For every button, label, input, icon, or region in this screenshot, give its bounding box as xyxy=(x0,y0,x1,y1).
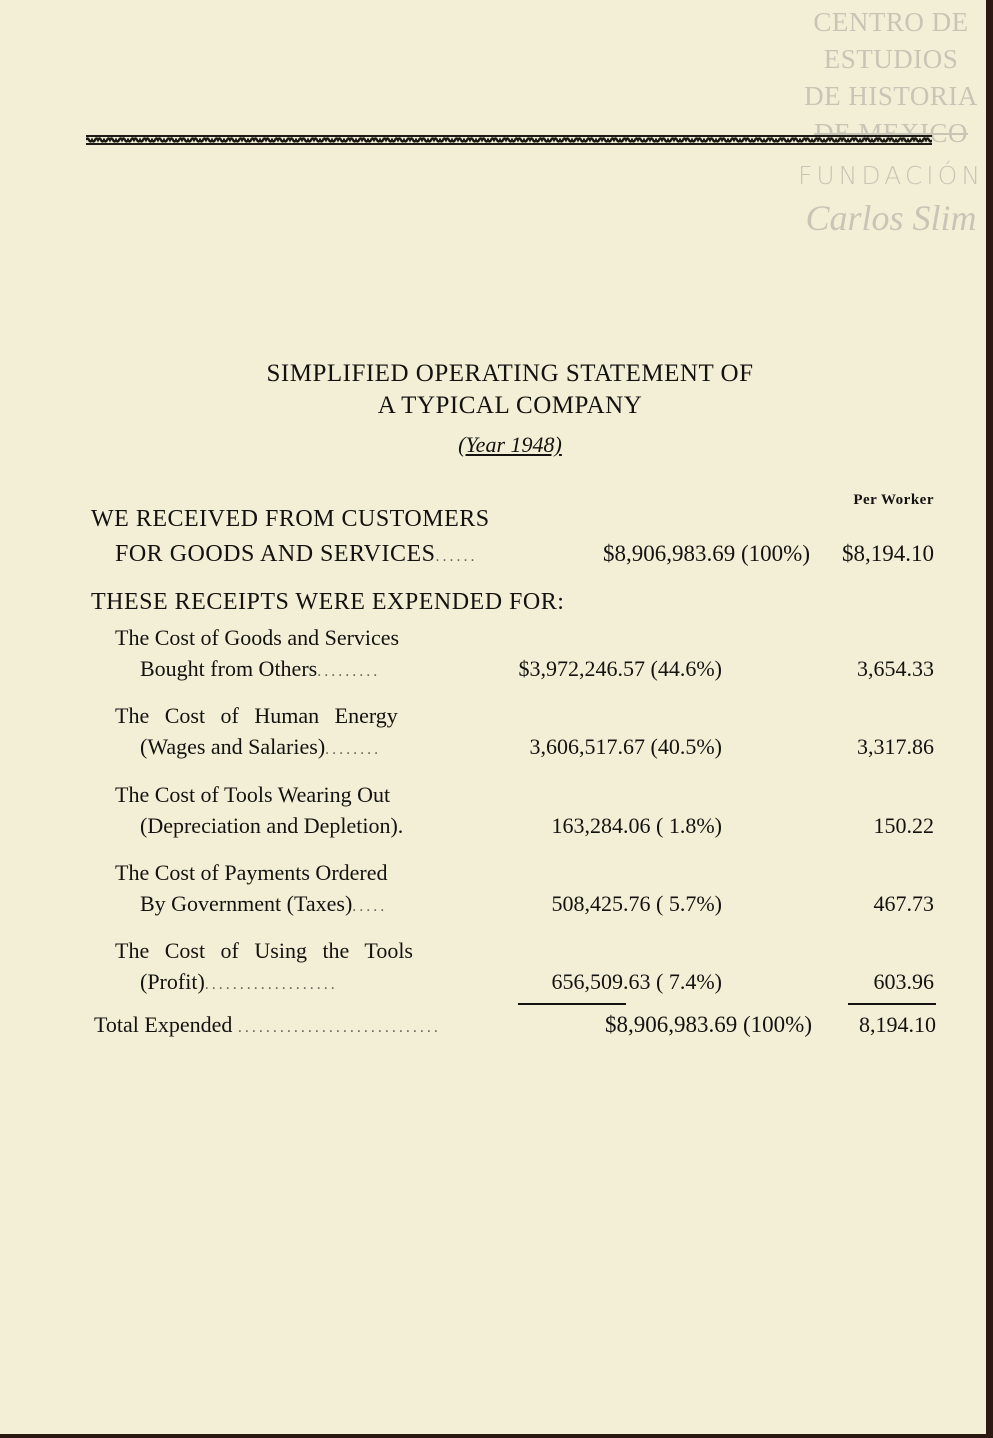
scan-border-right xyxy=(986,0,993,1438)
expense-item-line-1: The Cost of Using the Tools xyxy=(115,938,413,963)
watermark-line: ESTUDIOS xyxy=(823,44,959,74)
dot-leader: ........ xyxy=(325,741,382,758)
expense-item-line-2: (Depreciation and Depletion). xyxy=(140,813,404,838)
expense-item-line-1: The Cost of Human Energy xyxy=(115,703,398,728)
total-label xyxy=(94,1012,441,1038)
received-label xyxy=(115,541,477,568)
expense-item-label: (Profit) xyxy=(140,969,205,994)
expense-item-amount: $3,972,246.57 (44.6%) xyxy=(518,656,722,681)
expense-item-label: By Government (Taxes) xyxy=(140,891,353,916)
expense-item-amount: 656,509.63 ( 7.4%) xyxy=(551,969,722,994)
scan-border-bottom xyxy=(0,1434,993,1438)
expense-item-line-1: The Cost of Goods and Services xyxy=(115,625,400,650)
statement-title-line-2: A TYPICAL COMPANY xyxy=(377,392,643,419)
statement-title-line-1: SIMPLIFIED OPERATING STATEMENT OF xyxy=(266,360,754,387)
expense-item-per-worker: 150.22 xyxy=(873,813,934,838)
total-label-text: Total Expended xyxy=(94,1012,233,1037)
watermark-signature: Carlos Slim xyxy=(805,198,977,238)
expense-item-per-worker: 603.96 xyxy=(873,969,934,994)
total-per-worker: 8,194.10 xyxy=(859,1012,936,1037)
dot-leader: ...... xyxy=(435,548,478,565)
expense-item-line-2 xyxy=(140,656,380,682)
expense-item-per-worker: 467.73 xyxy=(873,891,934,916)
expended-heading: THESE RECEIPTS WERE EXPENDED FOR: xyxy=(91,589,565,615)
received-per-worker: $8,194.10 xyxy=(842,541,934,566)
decorative-wavy-rule xyxy=(86,134,932,146)
expense-item-line-2 xyxy=(140,969,338,995)
dot-leader: ......... xyxy=(317,663,381,680)
expense-item-line-1: The Cost of Payments Ordered xyxy=(115,860,388,885)
expense-item-line-2 xyxy=(140,891,387,917)
subtotal-underline xyxy=(518,1003,626,1005)
expense-item-amount: 508,425.76 ( 5.7%) xyxy=(551,891,722,916)
expense-item-amount: 163,284.06 ( 1.8%) xyxy=(551,813,722,838)
expense-item-line-1: The Cost of Tools Wearing Out xyxy=(115,782,391,807)
received-amount: $8,906,983.69 (100%) xyxy=(603,541,810,566)
subtotal-underline xyxy=(848,1003,936,1005)
dot-leader: ................... xyxy=(204,976,338,993)
watermark-line: DE MEXICO xyxy=(814,118,968,148)
expense-item-label: Bought from Others xyxy=(140,656,318,681)
watermark-foundation: FUNDACIÓN xyxy=(797,161,985,190)
watermark-line: DE HISTORIA xyxy=(804,81,978,111)
received-label-text: FOR GOODS AND SERVICES xyxy=(115,541,436,567)
per-worker-column-header: Per Worker xyxy=(853,492,934,508)
expense-item-label: (Wages and Salaries) xyxy=(140,734,326,759)
archive-watermark xyxy=(796,4,986,242)
expense-item-per-worker: 3,654.33 xyxy=(857,656,934,681)
dot-leader: ............................. xyxy=(237,1019,441,1036)
received-heading: WE RECEIVED FROM CUSTOMERS xyxy=(91,506,490,532)
total-amount: $8,906,983.69 (100%) xyxy=(605,1012,812,1037)
year-text: (Year 1948) xyxy=(458,432,562,457)
dot-leader: ..... xyxy=(352,898,388,915)
expense-item-amount: 3,606,517.67 (40.5%) xyxy=(529,734,722,759)
expense-item-per-worker: 3,317.86 xyxy=(857,734,934,759)
statement-year xyxy=(160,432,860,458)
expense-item-line-2 xyxy=(140,734,381,760)
watermark-line: CENTRO DE xyxy=(813,7,969,37)
